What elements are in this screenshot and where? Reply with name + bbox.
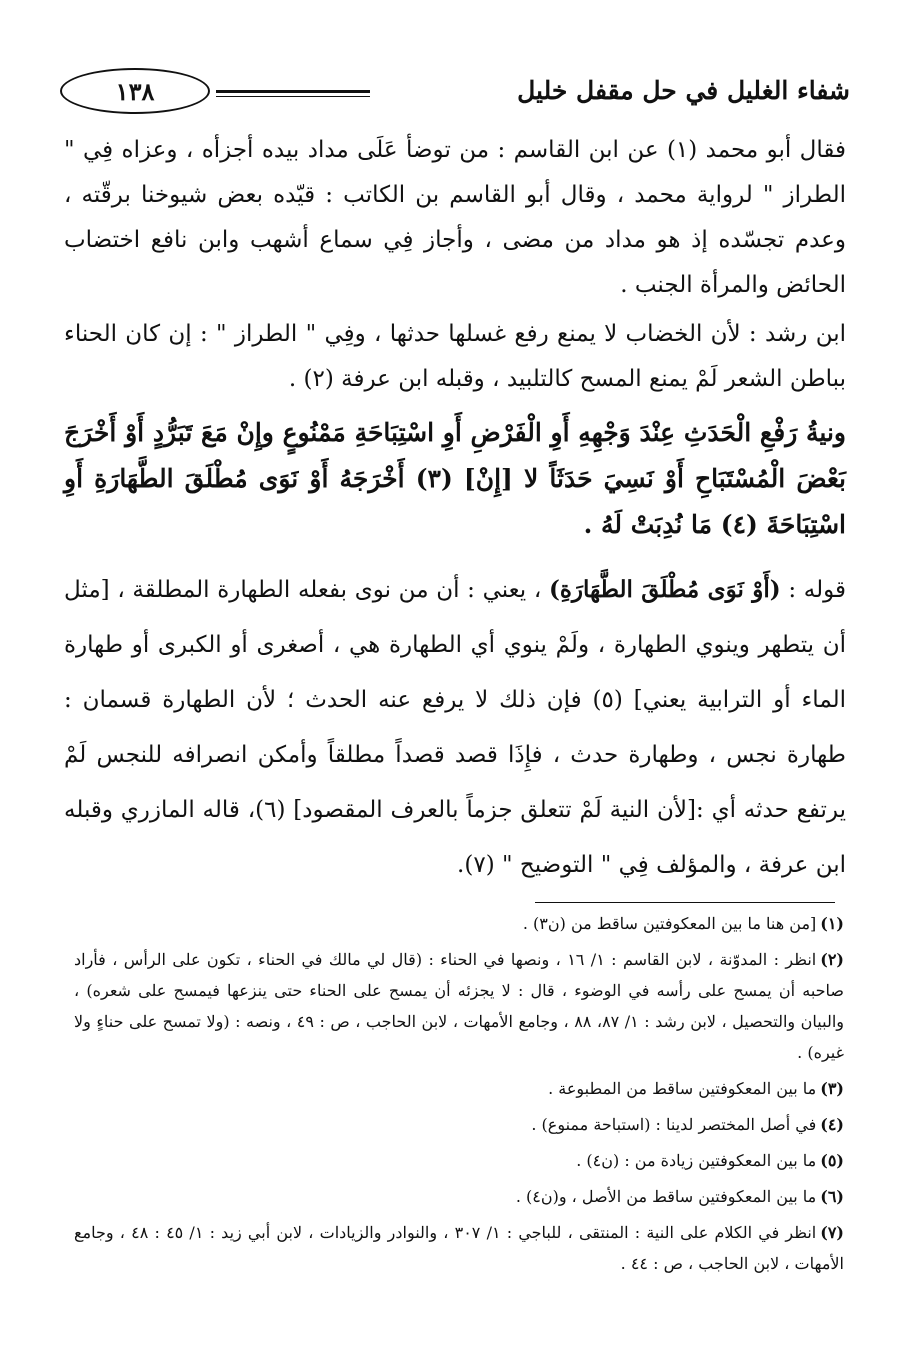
page-number: ١٣٨: [60, 68, 210, 114]
paragraph-3-lead: قوله :: [780, 577, 846, 603]
matn-text: ونيةُ رَفْعِ الْحَدَثِ عِنْدَ وَجْهِهِ أَوِ الْفَرْضِ أَوِ اسْتِبَاحَةِ مَمْنُوعٍ وإِنْ مَعَ تَبَرُّدٍ أَوْ أَخْرَجَ بَعْضَ الْمُسْتَبَاحِ أَوْ نَسِيَ حَدَثَاً لا [إِنْ] (٣) أَخْرَجَهُ أَوْ نَوَى مُطْلَقَ الطَّهَارَةِ أَوِ اسْتِبَاحَةَ (٤) مَا نُدِبَتْ لَهُ .: [64, 418, 846, 539]
footnote-number: (٧): [820, 1223, 844, 1242]
footnote-text: ما بين المعكوفتين زيادة من : (ن٤) .: [576, 1151, 817, 1170]
footnote-item: [74, 1145, 844, 1176]
footnote-item: [74, 1109, 844, 1140]
header-rule: [216, 90, 370, 93]
footnote-text: انظر : المدوّنة ، لابن القاسم : ١/ ١٦ ، ونصها في الحناء : (قال لي مالك في الحناء ، تكون على الرأس ، فأراد صاحبه أن يمسح على رأسه في الوضوء ، قال : لا يجزئه أن يمسح على الحناء حتى ينزعها فيمسح على شعره) ، والبيان والتحصيل ، لابن رشد : ١/ ٨٧، ٨٨ ، وجامع الأمهات ، لابن الحاجب ، ص : ٤٩ ، ونصه : (ولا تمسح على حناءٍ ولا غيره) .: [74, 950, 845, 1062]
header-rule-thin: [216, 96, 370, 97]
footnote-text: في أصل المختصر لدينا : (استباحة ممنوع) .: [531, 1115, 817, 1134]
footnote-number: (٤): [820, 1115, 844, 1134]
footnote-text: ما بين المعكوفتين ساقط من المطبوعة .: [548, 1079, 817, 1098]
paragraph-2: ابن رشد : لأن الخضاب لا يمنع رفع غسلها حدثها ، وفِي " الطراز " : إن كان الحناء بباطن الشعر لَمْ يمنع المسح كالتلبيد ، وقبله ابن عرفة (٢) .: [64, 321, 846, 392]
footnote-item: [74, 1181, 844, 1212]
footnote-number: (٦): [820, 1187, 844, 1206]
footnote-number: (٣): [820, 1079, 844, 1098]
running-title: شفاء الغليل في حل مقفل خليل: [517, 76, 850, 105]
footnote-item: [74, 1217, 844, 1279]
footnote-item: [74, 1073, 844, 1104]
footnote-number: (٥): [820, 1151, 844, 1170]
paragraph-3-rest: ، يعني : أن من نوى بفعله الطهارة المطلقة ، [مثل أن يتطهر وينوي الطهارة ، ولَمْ ينوي أي الطهارة هي ، أصغرى أو الكبرى أو طهارة الماء أو الترابية يعني] (٥) فإن ذلك لا يرفع عنه الحدث ؛ لأن الطهارة قسمان : طهارة نجس ، وطهارة حدث ، فإِذَا قصد قصداً مطلقاً وأمكن انصرافه للنجس لَمْ يرتفع حدثه أي :[لأن النية لَمْ تتعلق جزماً بالعرف المقصود] (٦)، قاله المازري وقبله ابن عرفة ، والمؤلف فِي " التوضيح " (٧).: [64, 577, 847, 878]
footnote-text: [من هنا ما بين المعكوفتين ساقط من (ن٣) .: [522, 914, 817, 933]
footnote-number: (٢): [820, 950, 844, 969]
footnotes: [74, 908, 844, 1284]
footnote-item: [74, 908, 844, 939]
footnote-number: (١): [820, 914, 844, 933]
footnote-separator: [535, 902, 835, 903]
footnote-text: انظر في الكلام على النية : المنتقى ، للباجي : ١/ ٣٠٧ ، والنوادر والزيادات ، لابن أبي زيد : ١/ ٤٥ : ٤٨ ، وجامع الأمهات ، لابن الحاجب ، ص : ٤٤ .: [74, 1223, 844, 1273]
page-header: [60, 60, 850, 120]
quoted-matn: (أَوْ نَوَى مُطْلَقَ الطَّهَارَةِ): [548, 576, 781, 603]
main-text: [64, 128, 846, 897]
footnote-item: [74, 944, 844, 1068]
footnote-text: ما بين المعكوفتين ساقط من الأصل ، و(ن٤) .: [515, 1187, 817, 1206]
paragraph-3: [64, 562, 846, 893]
paragraph-1: فقال أبو محمد (١) عن ابن القاسم : من توضأ عَلَى مداد بيده أجزأه ، وعزاه فِي " الطراز " لرواية محمد ، وقال أبو القاسم بن الكاتب : قيّده بعض شيوخنا برقّته ، وعدم تجسّده إذ هو مداد من مضى ، وأجاز فِي سماع أشهب وابن نافع اختضاب الحائض والمرأة الجنب .: [64, 137, 846, 298]
